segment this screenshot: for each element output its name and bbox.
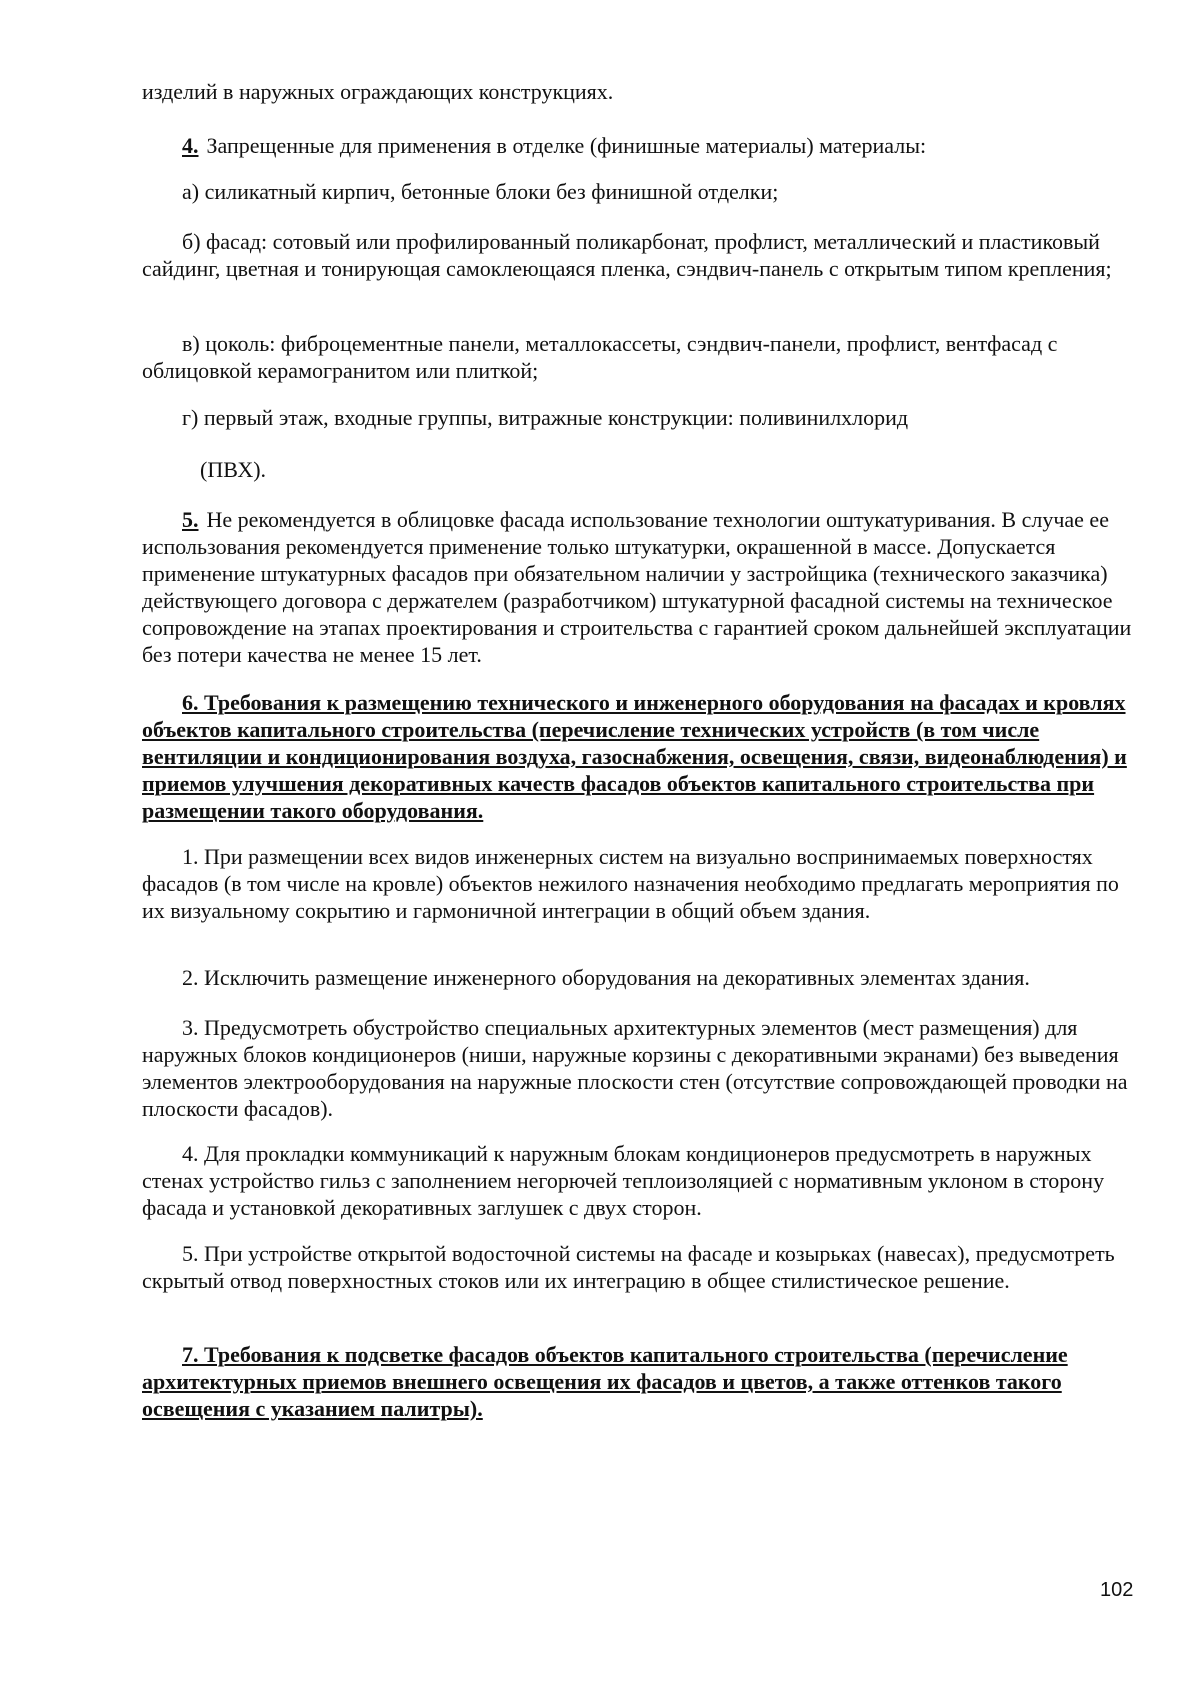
section-6-item-5: 5. При устройстве открытой водосточной системы на фасаде и козырьках (навесах), предусмотреть скрытый отвод поверхностных стоков или их интеграцию в общее стилистическое решение.: [142, 1241, 1115, 1293]
page-number: 102: [1100, 1579, 1134, 1601]
section-6-item-2: 2. Исключить размещение инженерного оборудования на декоративных элементах здания.: [182, 965, 1030, 990]
section-7-heading: 7. Требования к подсветке фасадов объектов капитального строительства (перечисление архитектурных приемов внешнего освещения их фасадов и цветов, а также оттенков такого освещения с указанием палитры).: [142, 1342, 1068, 1421]
continuation-line: изделий в наружных ограждающих конструкциях.: [142, 79, 614, 104]
section-5-text: Не рекомендуется в облицовке фасада использование технологии оштукатуривания. В случае ее использования рекомендуется применение только штукатурки, окрашенной в массе. Допускается применение штукатурных фасадов при обязательном наличии у застройщика (технического заказчика) действующего договора с держателем (разработчиком) штукатурной фасадной системы на техническое сопровождение на этапах проектирования и строительства с гарантией сроком дальнейшей эксплуатации без потери качества не менее 15 лет.: [142, 507, 1132, 667]
section-6-item-4: 4. Для прокладки коммуникаций к наружным блокам кондиционеров предусмотреть в наружных стенах устройство гильз с заполнением негорючей теплоизоляцией с нормативным уклоном в сторону фасада и установкой декоративных заглушек с двух сторон.: [142, 1141, 1105, 1220]
list-item-b: б) фасад: сотовый или профилированный поликарбонат, профлист, металлический и пластиковый сайдинг, цветная и тонирующая самоклеющаяся пленка, сэндвич-панель с открытым типом крепления;: [142, 229, 1112, 281]
section-6-heading: 6. Требования к размещению технического и инженерного оборудования на фасадах и кровлях объектов капитального строительства (перечисление технических устройств (в том числе вентиляции и кондиционирования воздуха, газоснабжения, освещения, связи, видеонаблюдения) и приемов улучшения декоративных качеств фасадов объектов капитального строительства при размещении такого оборудования.: [142, 690, 1127, 823]
list-item-g-continuation: (ПВХ).: [200, 457, 267, 482]
list-item-v: в) цоколь: фиброцементные панели, металлокассеты, сэндвич-панели, профлист, вентфасад с облицовкой керамогранитом или плиткой;: [142, 331, 1058, 383]
section-6-item-1: 1. При размещении всех видов инженерных систем на визуально воспринимаемых поверхностях фасадов (в том числе на кровле) объектов нежилого назначения необходимо предлагать мероприятия по их визуальному сокрытию и гармоничной интеграции в общий объем здания.: [142, 844, 1119, 923]
section-6-item-3: 3. Предусмотреть обустройство специальных архитектурных элементов (мест размещения) для наружных блоков кондиционеров (ниши, наружные корзины с декоративными экранами) без выведения элементов электрооборудования на наружные плоскости стен (отсутствие сопровождающей проводки на плоскости фасадов).: [142, 1015, 1128, 1121]
list-item-a: а) силикатный кирпич, бетонные блоки без финишной отделки;: [182, 179, 779, 204]
section-5-number: 5.: [182, 507, 199, 532]
section-4-number: 4.: [182, 133, 199, 158]
list-item-g: г) первый этаж, входные группы, витражные конструкции: поливинилхлорид: [182, 405, 909, 430]
section-4-text: Запрещенные для применения в отделке (финишные материалы) материалы:: [206, 133, 927, 158]
section-4-paragraph: [142, 132, 1142, 159]
section-5-paragraph: [142, 506, 1142, 668]
